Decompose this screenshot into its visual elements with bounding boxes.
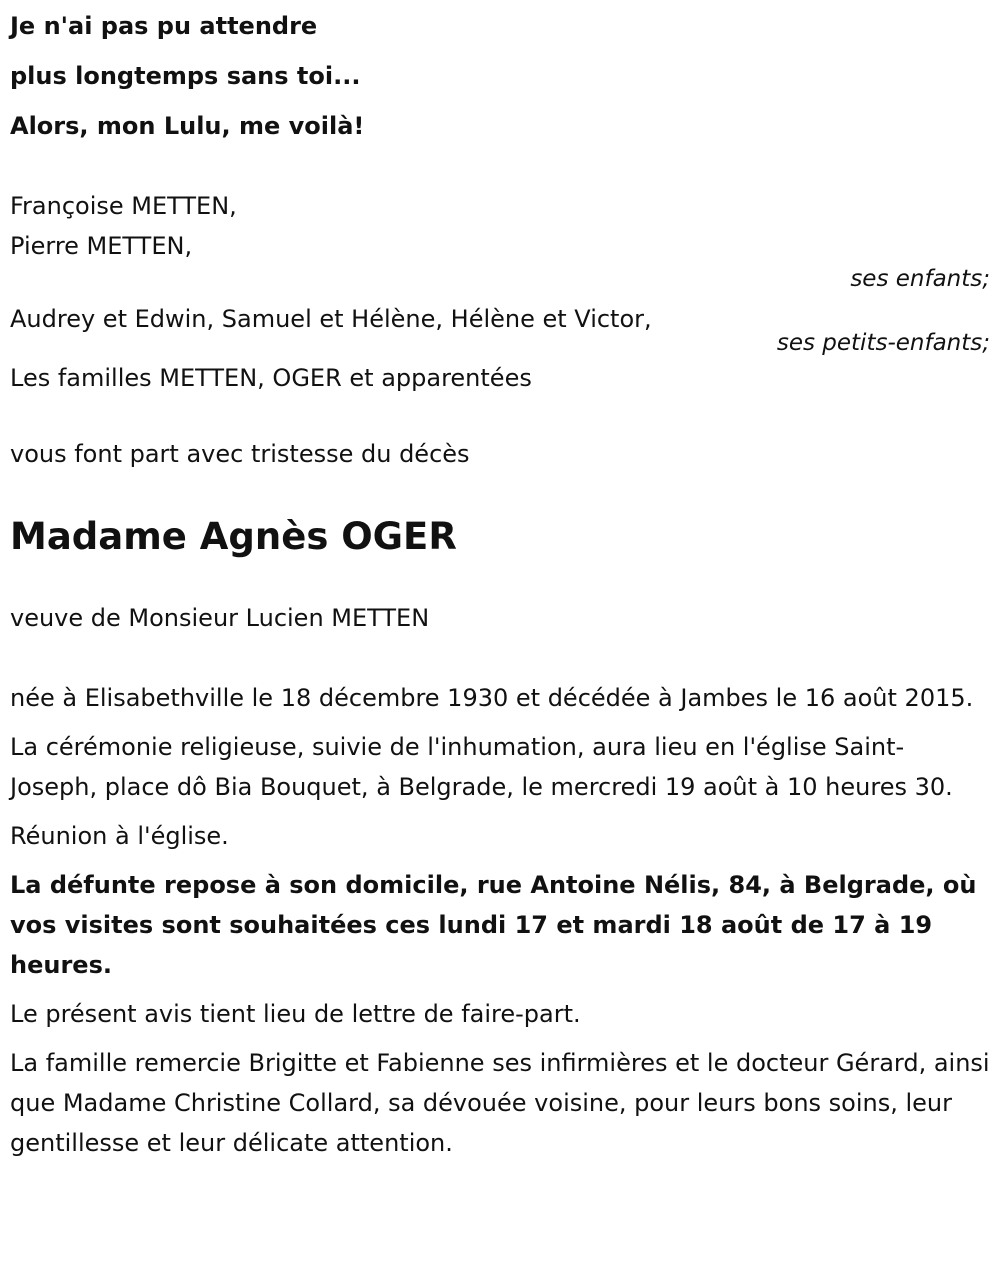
ceremony: La cérémonie religieuse, suivie de l'inhumation, aura lieu en l'église Saint-Joseph, place dô Bia Bouquet, à Belgrade, le mercredi 19 août à 10 heures 30. (10, 733, 953, 801)
family-list (10, 186, 990, 403)
widow-of: veuve de Monsieur Lucien METTEN (10, 604, 430, 632)
visitation: La défunte repose à son domicile, rue Antoine Nélis, 84, à Belgrade, où vos visites sont souhaitées ces lundi 17 et mardi 18 août de 17 à 19 heures. (10, 871, 977, 979)
poem (10, 0, 990, 151)
thanks: La famille remercie Brigitte et Fabienne ses infirmières et le docteur Gérard, ainsi que Madame Christine Collard, sa dévouée voisine, pour leurs bons soins, leur gentillesse et leur délicate attention. (10, 1049, 990, 1157)
grandchildren-role: ses petits-enfants; (776, 330, 990, 356)
birth-death: née à Elisabethville le 18 décembre 1930 et décédée à Jambes le 16 août 2015. (10, 684, 974, 712)
deceased-name: Madame Agnès OGER (10, 515, 457, 558)
families: Les familles METTEN, OGER et apparentées (10, 364, 532, 392)
children-role: ses enfants; (850, 266, 990, 292)
grandchildren: Audrey et Edwin, Samuel et Hélène, Hélène et Victor, (10, 305, 652, 333)
child-2: Pierre METTEN, (10, 232, 193, 260)
poem-line-2: plus longtemps sans toi... (10, 62, 361, 90)
notice: Le présent avis tient lieu de lettre de faire-part. (10, 1000, 581, 1028)
reunion: Réunion à l'église. (10, 822, 229, 850)
child-1: Françoise METTEN, (10, 192, 237, 220)
poem-line-3: Alors, mon Lulu, me voilà! (10, 112, 365, 140)
poem-line-1: Je n'ai pas pu attendre (10, 12, 318, 40)
announcement: vous font part avec tristesse du décès (10, 440, 470, 468)
